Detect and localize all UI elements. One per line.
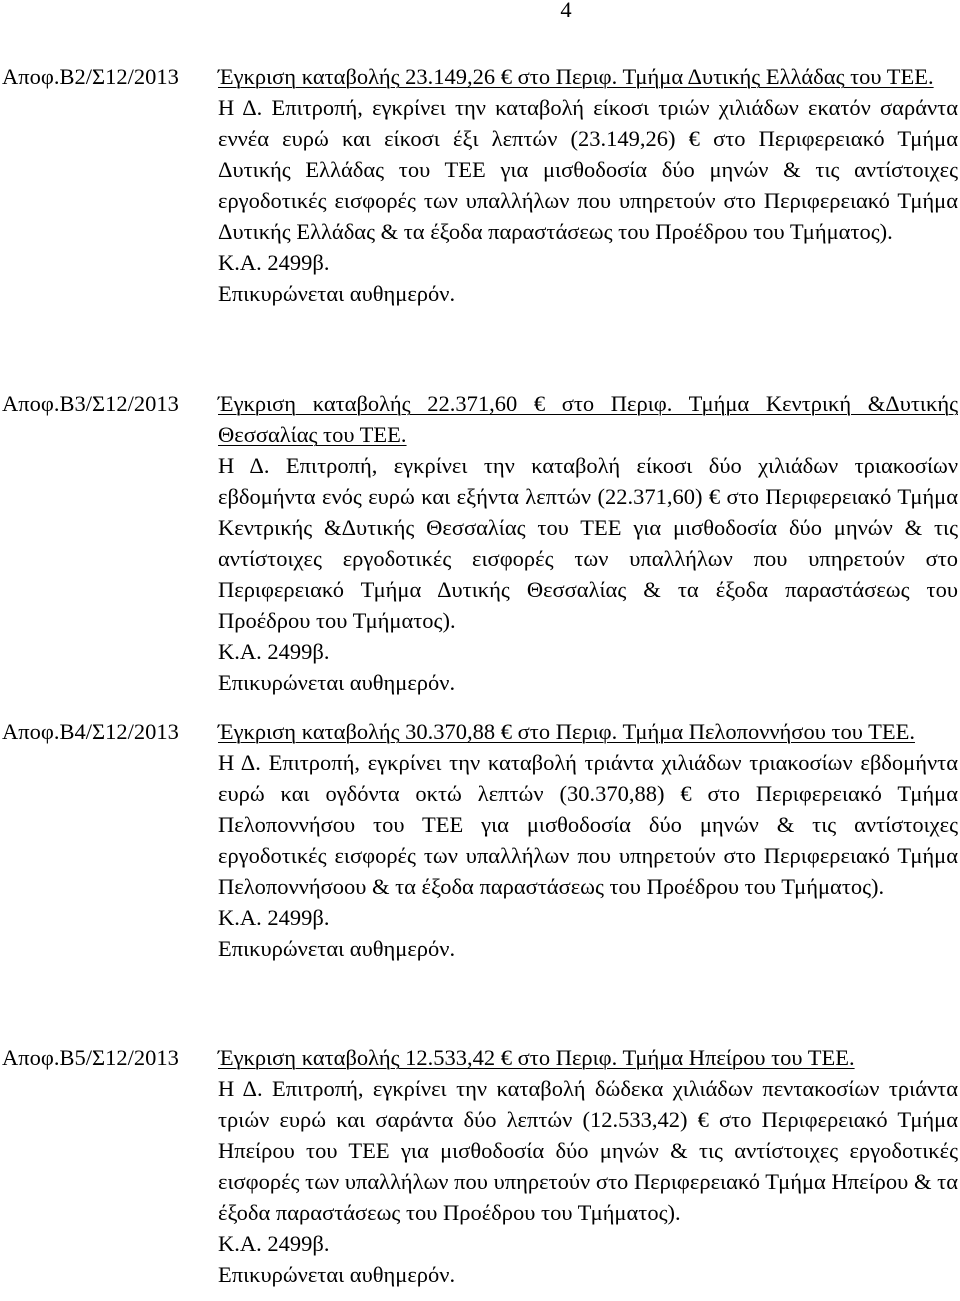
- decision-text: Η Δ. Επιτροπή, εγκρίνει την καταβολή τριάντα χιλιάδων τριακοσίων εβδομήντα ευρώ και ογδόντα οκτώ λεπτών (30.370,88) € στο Περιφερειακό Τμήμα Πελοποννήσου του ΤΕΕ για μισθοδοσία δύο μηνών & τις αντίστοιχες εργοδοτικές εισφορές των υπαλλήλων που υπηρετούν στο Περιφερειακό Τμήμα Πελοποννήσοου & τα έξοδα παραστάσεως του Προέδρου του Τμήματος).: [218, 750, 958, 899]
- decision-ka: Κ.Α. 2499β.: [218, 1231, 330, 1256]
- decision-id: Αποφ.Β4/Σ12/2013: [2, 719, 179, 744]
- decision-ka: Κ.Α. 2499β.: [218, 250, 330, 275]
- decision-text: Η Δ. Επιτροπή, εγκρίνει την καταβολή δώδεκα χιλιάδων πεντακοσίων τριάντα τριών ευρώ και σαράντα δύο λεπτών (12.533,42) € στο Περιφερειακό Τμήμα Ηπείρου του ΤΕΕ για μισθοδοσία δύο μηνών & τις αντίστοιχες εργοδοτικές εισφορές των υπαλλήλων που υπηρετούν στο Περιφερειακό Τμήμα Ηπείρου & τα έξοδα παραστάσεως του Προέδρου του Τμήματος).: [218, 1076, 958, 1225]
- decision-confirmation: Επικυρώνεται αυθημερόν.: [218, 670, 456, 695]
- decision-title: Έγκριση καταβολής 12.533,42 € στο Περιφ. Τμήμα Ηπείρου του ΤΕΕ.: [218, 1045, 855, 1070]
- decision-confirmation: Επικυρώνεται αυθημερόν.: [218, 936, 456, 961]
- decision-body: [218, 716, 958, 964]
- decision-id: Αποφ.Β3/Σ12/2013: [2, 391, 179, 416]
- decision-id: Αποφ.Β2/Σ12/2013: [2, 64, 179, 89]
- decision-body: [218, 388, 958, 698]
- decision-title: Έγκριση καταβολής 22.371,60 € στο Περιφ. Τμήμα Κεντρική &Δυτικής Θεσσαλίας του ΤΕΕ.: [218, 391, 958, 447]
- decision-confirmation: Επικυρώνεται αυθημερόν.: [218, 1262, 456, 1287]
- decision-body: [218, 1042, 958, 1290]
- decision-title: Έγκριση καταβολής 30.370,88 € στο Περιφ. Τμήμα Πελοποννήσου του ΤΕΕ.: [218, 719, 915, 744]
- decision-text: Η Δ. Επιτροπή, εγκρίνει την καταβολή είκοσι τριών χιλιάδων εκατόν σαράντα εννέα ευρώ και είκοσι έξι λεπτών (23.149,26) € στο Περιφερειακό Τμήμα Δυτικής Ελλάδας του ΤΕΕ για μισθοδοσία δύο μηνών & τις αντίστοιχες εργοδοτικές εισφορές των υπαλλήλων που υπηρετούν στο Περιφερειακό Τμήμα Δυτικής Ελλάδας & τα έξοδα παραστάσεως του Προέδρου του Τμήματος).: [218, 95, 958, 244]
- decision-confirmation: Επικυρώνεται αυθημερόν.: [218, 281, 456, 306]
- decision-ka: Κ.Α. 2499β.: [218, 905, 330, 930]
- decision-id: Αποφ.Β5/Σ12/2013: [2, 1045, 179, 1070]
- decision-ka: Κ.Α. 2499β.: [218, 639, 330, 664]
- decision-body: [218, 61, 958, 309]
- decision-title: Έγκριση καταβολής 23.149,26 € στο Περιφ. Τμήμα Δυτικής Ελλάδας του ΤΕΕ.: [218, 64, 934, 89]
- decision-text: Η Δ. Επιτροπή, εγκρίνει την καταβολή είκοσι δύο χιλιάδων τριακοσίων εβδομήντα ενός ευρώ και εξήντα λεπτών (22.371,60) € στο Περιφερειακό Τμήμα Κεντρικής &Δυτικής Θεσσαλίας του ΤΕΕ για μισθοδοσία δύο μηνών & τις αντίστοιχες εργοδοτικές εισφορές των υπαλλήλων που υπηρετούν στο Περιφερειακό Τμήμα Δυτικής Θεσσαλίας & τα έξοδα παραστάσεως του Προέδρου του Τμήματος).: [218, 453, 958, 633]
- page-number: 4: [560, 0, 572, 22]
